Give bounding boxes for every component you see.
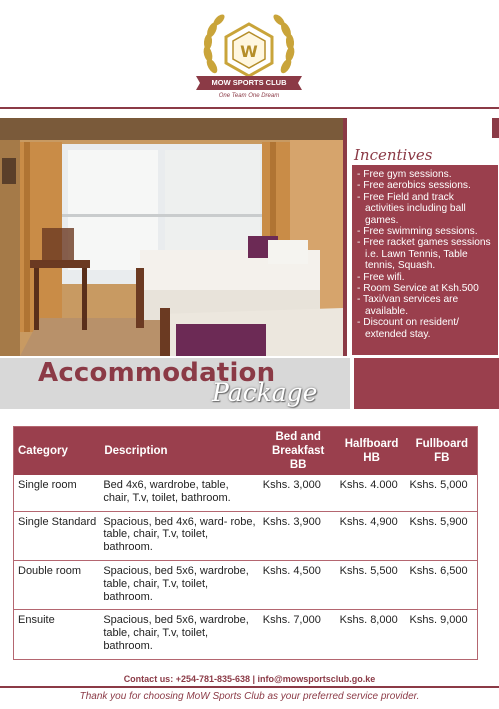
table-row [14, 475, 478, 511]
logo-text: MOW SPORTS CLUB [211, 78, 287, 87]
table-row [14, 511, 478, 560]
list-item: - Free Field and track activities including ball games. [357, 192, 494, 226]
row-category: Double room [14, 560, 101, 609]
row-hb-price: Kshs. 5,500 [337, 560, 407, 609]
package-subtitle: Package [212, 378, 318, 407]
incentives-title: Incentives [354, 146, 433, 164]
rates-table [13, 426, 478, 660]
incentives-list [352, 165, 498, 340]
row-fb-price: Kshs. 6,500 [407, 560, 478, 609]
row-bb-price: Kshs. 3,000 [262, 479, 321, 491]
list-item: - Discount on resident/ extended stay. [357, 317, 494, 340]
row-fb-price: Kshs. 5,000 [409, 479, 468, 491]
contact-line: Contact us: +254-781-835-638 | info@mowsportsclub.go.ke [123, 674, 376, 684]
list-item: - Free swimming sessions. [357, 226, 494, 237]
corner-accent [492, 118, 499, 138]
list-item: - Free gym sessions. [357, 169, 494, 180]
logo-tagline: One Team One Dream [218, 93, 280, 99]
row-fb-price: Kshs. 9,000 [407, 610, 478, 659]
header-divider [0, 107, 499, 109]
svg-text:W: W [240, 42, 258, 61]
row-description: Spacious, bed 4x6, ward- robe, table, chair, T.v, toilet, bathroom. [100, 511, 259, 560]
col-header-category: Category [14, 427, 101, 476]
list-item: - Free wifi. [357, 272, 494, 283]
club-logo [188, 6, 310, 106]
accommodation-title: Accommodation [38, 358, 276, 388]
table-row [14, 560, 478, 609]
row-description: Bed 4x6, wardrobe, table, chair, T.v, toilet, bathroom. [103, 479, 231, 504]
list-item: - Free aerobics sessions. [357, 180, 494, 191]
banner-accent [354, 358, 499, 409]
row-category: Single Standard [14, 511, 101, 560]
row-hb-price: Kshs. 4.000 [339, 479, 398, 491]
row-category: Single room [18, 479, 77, 491]
col-header-bb: Bed and Breakfast BB [260, 427, 337, 476]
list-item: - Room Service at Ksh.500 [357, 283, 494, 294]
col-header-description: Description [100, 427, 259, 476]
row-category: Ensuite [14, 610, 101, 659]
list-item: - Taxi/van services are available. [357, 294, 494, 317]
laurel-crest-icon [188, 6, 310, 106]
row-fb-price: Kshs. 5,900 [407, 511, 478, 560]
table-header-row [14, 427, 478, 476]
row-description: Spacious, bed 5x6, wardrobe, table, chair, T.v, toilet, bathroom. [100, 610, 259, 659]
row-description: Spacious, bed 5x6, wardrobe, table, chair, T.v, toilet, bathroom. [100, 560, 259, 609]
list-item: - Free racket games sessions i.e. Lawn Tennis, Table tennis, Squash. [357, 237, 494, 271]
row-bb-price: Kshs. 7,000 [260, 610, 337, 659]
row-bb-price: Kshs. 4,500 [260, 560, 337, 609]
col-header-fb: Fullboard FB [407, 427, 478, 476]
incentives-panel [352, 165, 498, 355]
thank-you-note: Thank you for choosing MoW Sports Club as your preferred service provider. [79, 691, 420, 702]
table-row [14, 610, 478, 659]
row-hb-price: Kshs. 4,900 [337, 511, 407, 560]
col-header-hb: Halfboard HB [337, 427, 407, 476]
row-bb-price: Kshs. 3,900 [260, 511, 337, 560]
room-photo [0, 118, 343, 356]
footer-divider [0, 686, 499, 688]
row-hb-price: Kshs. 8,000 [337, 610, 407, 659]
photo-divider [343, 118, 347, 356]
